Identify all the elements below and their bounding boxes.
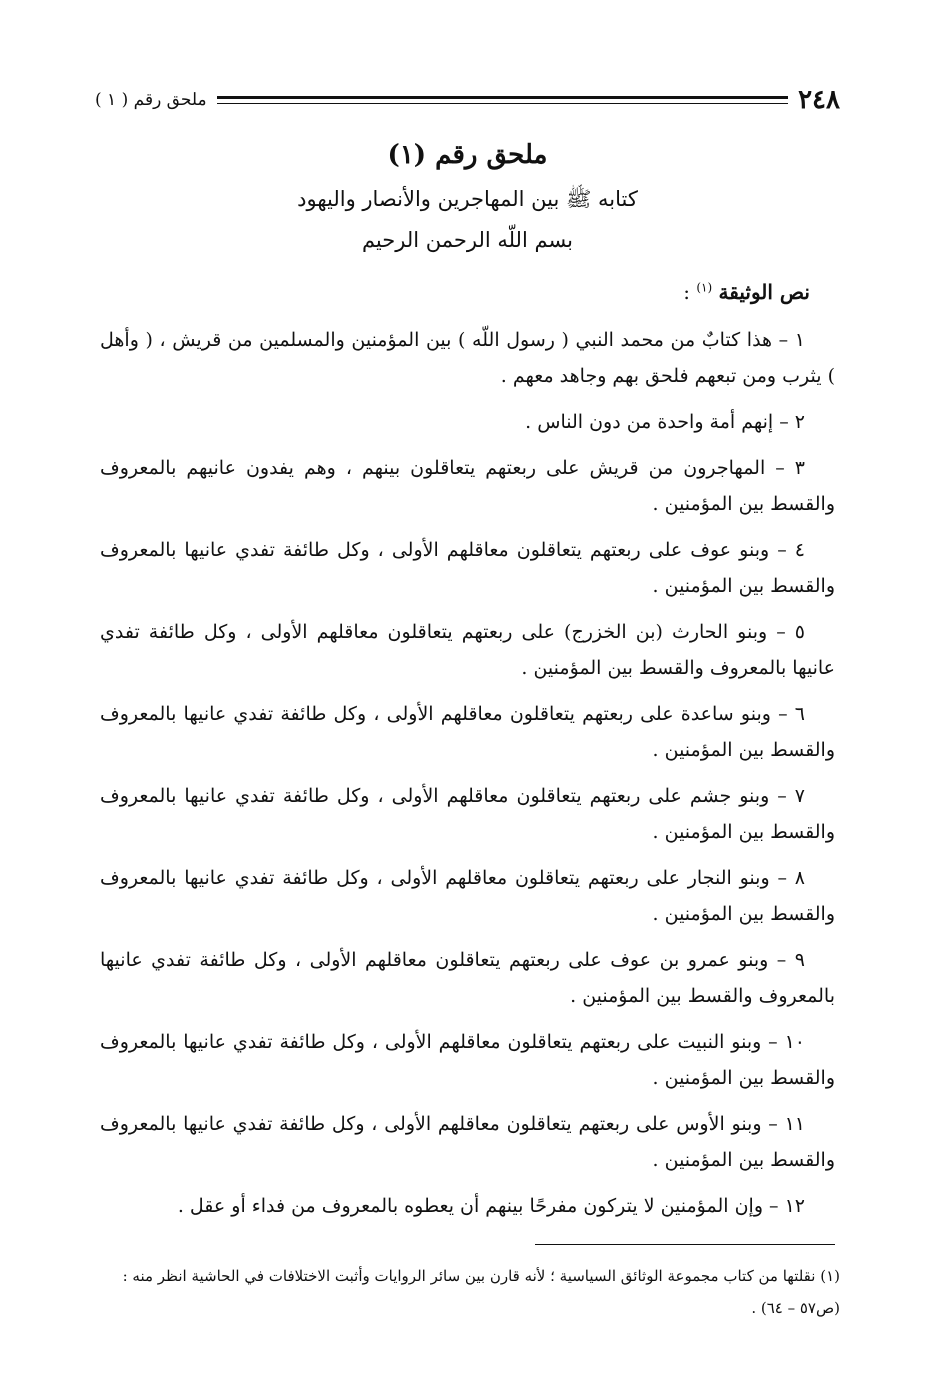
- articles-list: [100, 322, 835, 1224]
- article-2: ٢ – إنهم أمة واحدة من دون الناس .: [525, 411, 805, 433]
- document-heading: [95, 280, 810, 304]
- page-header: [95, 80, 840, 120]
- appendix-subtitle: كتابه ﷺ بين المهاجرين والأنصار واليهود: [297, 187, 638, 211]
- footnote-reference: (١): [696, 280, 713, 295]
- article-10: ١٠ – وبنو النبيت على ربعتهم يتعاقلون معاقلهم الأولى ، وكل طائفة تفدي عانيها بالمعروف والقسط بين المؤمنين .: [100, 1031, 835, 1089]
- article-8: ٨ – وبنو النجار على ربعتهم يتعاقلون معاقلهم الأولى ، وكل طائفة تفدي عانيها بالمعروف والقسط بين المؤمنين .: [100, 867, 835, 925]
- article-9: ٩ – وبنو عمرو بن عوف على ربعتهم يتعاقلون معاقلهم الأولى ، وكل طائفة تفدي عانيها بالمعروف والقسط بين المؤمنين .: [100, 949, 835, 1007]
- footnote: (١) نقلتها من كتاب مجموعة الوثائق السياسية ؛ لأنه قارن بين سائر الروايات وأثبت الاختلافات في الحاشية انظر منه : (ص٥٧ – ٦٤) .: [122, 1267, 840, 1317]
- article-5: ٥ – وبنو الحارث (بن الخزرج) على ربعتهم يتعاقلون معاقلهم الأولى ، وكل طائفة تفدي عانيها بالمعروف والقسط بين المؤمنين .: [100, 621, 835, 679]
- appendix-title: ملحق رقم (١): [387, 140, 548, 170]
- page-number: ٢٤٨: [798, 85, 840, 115]
- article-7: ٧ – وبنو جشم على ربعتهم يتعاقلون معاقلهم الأولى ، وكل طائفة تفدي عانيها بالمعروف والقسط بين المؤمنين .: [100, 785, 835, 843]
- article-6: ٦ – وبنو ساعدة على ربعتهم يتعاقلون معاقلهم الأولى ، وكل طائفة تفدي عانيها بالمعروف والقسط بين المؤمنين .: [100, 703, 835, 761]
- running-title: ملحق رقم ( ١ ): [95, 90, 207, 110]
- header-rule: [217, 96, 789, 104]
- article-4: ٤ – وبنو عوف على ربعتهم يتعاقلون معاقلهم الأولى ، وكل طائفة تفدي عانيها بالمعروف والقسط بين المؤمنين .: [100, 539, 835, 597]
- article-12: ١٢ – وإن المؤمنين لا يتركون مفرحًا بينهم أن يعطوه بالمعروف من فداء أو عقل .: [177, 1195, 805, 1217]
- basmala: بسم اللّه الرحمن الرحيم: [361, 228, 574, 252]
- article-11: ١١ – وبنو الأوس على ربعتهم يتعاقلون معاقلهم الأولى ، وكل طائفة تفدي عانيها بالمعروف والقسط بين المؤمنين .: [100, 1113, 835, 1171]
- heading-colon: :: [683, 280, 690, 304]
- article-1: ١ – هذا كتابٌ من محمد النبي ( رسول اللّه ) بين المؤمنين والمسلمين من قريش ، ( وأهل ) يثرب ومن تبعهم فلحق بهم وجاهد معهم .: [100, 329, 835, 387]
- article-3: ٣ – المهاجرون من قريش على ربعتهم يتعاقلون بينهم ، وهم يفدون عانيهم بالمعروف والقسط بين المؤمنين .: [100, 457, 835, 515]
- document-heading-label: نص الوثيقة: [718, 280, 810, 304]
- footnote-divider: [535, 1244, 835, 1245]
